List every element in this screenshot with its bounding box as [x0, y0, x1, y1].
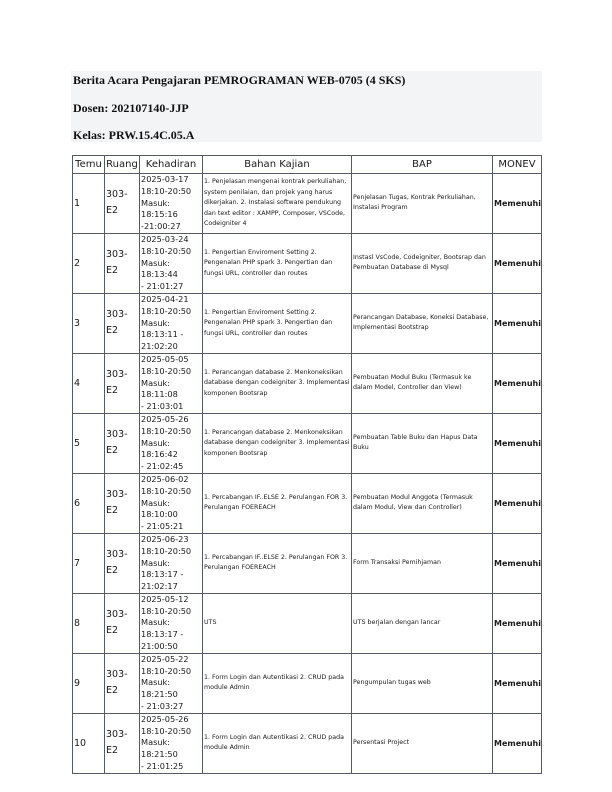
room-cell [105, 593, 140, 653]
attendance-line: 2025-06-23 [141, 533, 189, 544]
study-material: 1. Form Login dan Autentikasi 2. CRUD pada module Admin [203, 653, 352, 713]
column-header-monev: MONEV [493, 156, 542, 174]
attendance-line: 21:00:50 [141, 641, 178, 652]
room-cell [105, 413, 140, 473]
monev-status: Memenuhi [493, 593, 542, 653]
attendance-line: 18:10-20:50 [141, 365, 192, 376]
attendance-line: 2025-05-12 [141, 593, 189, 604]
attendance-line: - 21:02:45 [141, 461, 184, 472]
attendance-line: 21:02:20 [141, 341, 178, 352]
bap-notes: Pembuatan Modul Buku (Termasuk ke dalam Model, Controller dan View) [352, 353, 493, 413]
table-row [73, 413, 542, 473]
bap-notes: Perancangan Database, Koneksi Database, Implementasi Bootstrap [352, 293, 493, 353]
bap-notes: Persentasi Project [352, 713, 493, 773]
room-line: 303- [106, 609, 128, 621]
table-row [73, 533, 542, 593]
attendance-cell [140, 233, 203, 293]
attendance-line: 18:10-20:50 [141, 305, 192, 316]
table-row [73, 653, 542, 713]
lecturer-line: Dosen: 202107140-JJP [73, 101, 189, 115]
room-line: E2 [106, 205, 119, 217]
column-header-ruang: Ruang [105, 156, 140, 174]
attendance-line: 2025-03-17 [141, 174, 189, 184]
column-header-bap: BAP [352, 156, 493, 174]
attendance-line: 18:10-20:50 [141, 185, 192, 196]
table-row [73, 353, 542, 413]
monev-status: Memenuhi [493, 473, 542, 533]
room-line: E2 [106, 325, 119, 337]
attendance-line: 18:10-20:50 [141, 425, 192, 436]
attendance-line: Masuk: 18:21:50 [141, 677, 178, 700]
monev-status: Memenuhi [493, 653, 542, 713]
attendance-line: Masuk: 18:13:44 [141, 257, 178, 280]
attendance-line: 2025-06-02 [141, 473, 189, 484]
attendance-cell [140, 413, 203, 473]
meeting-number: 10 [73, 713, 105, 773]
attendance-line: 18:10-20:50 [141, 605, 192, 616]
attendance-line: Masuk: 18:13:17 - [141, 617, 184, 640]
study-material: 1. Pengertian Enviroment Setting 2. Pengenalan PHP spark 3. Pengertian dan fungsi URL, controller dan routes [203, 293, 352, 353]
attendance-line: 18:10-20:50 [141, 725, 192, 736]
monev-status: Memenuhi [493, 353, 542, 413]
course-title: Berita Acara Pengajaran PEMROGRAMAN WEB-0705 (4 SKS) [73, 73, 406, 87]
attendance-line: 18:10-20:50 [141, 545, 192, 556]
attendance-line: - 21:05:21 [141, 521, 184, 532]
table-row [73, 293, 542, 353]
room-line: E2 [106, 625, 119, 637]
attendance-line: Masuk: 18:21:50 [141, 737, 178, 760]
table-row [73, 473, 542, 533]
room-cell [105, 533, 140, 593]
bap-notes: UTS berjalan dengan lancar [352, 593, 493, 653]
bap-notes: Penjelasan Tugas, Kontrak Perkuliahan, Instalasi Program [352, 174, 493, 234]
column-header-kehadiran: Kehadiran [140, 156, 203, 174]
study-material: 1. Penjelasan mengenai kontrak perkuliahan, system penilaian, dan projek yang harus dikerjakan. 2. Instalasi software pendukung dan text editor : XAMPP, Composer, VSCode, Codeigniter 4 [203, 174, 352, 234]
attendance-line: Masuk: 18:13:11 - [141, 317, 184, 340]
attendance-cell [140, 533, 203, 593]
attendance-line: Masuk: 18:15:16 [141, 197, 178, 220]
room-line: 303- [106, 189, 128, 201]
room-line: E2 [106, 685, 119, 697]
meeting-number: 2 [73, 233, 105, 293]
room-line: 303- [106, 549, 128, 561]
document-header [71, 71, 542, 142]
meeting-number: 9 [73, 653, 105, 713]
meeting-number: 6 [73, 473, 105, 533]
room-line: E2 [106, 265, 119, 277]
attendance-cell [140, 174, 203, 234]
room-cell [105, 174, 140, 234]
column-header-bahan-kajian: Bahan Kajian [203, 156, 352, 174]
room-cell [105, 473, 140, 533]
table-row [73, 713, 542, 773]
study-material: UTS [203, 593, 352, 653]
study-material: 1. Pengertian Enviroment Setting 2. Pengenalan PHP spark 3. Pengertian dan fungsi URL, controller dan routes [203, 233, 352, 293]
attendance-cell [140, 293, 203, 353]
monev-status: Memenuhi [493, 713, 542, 773]
study-material: 1. Perancangan database 2. Menkoneksikan database dengan codeigniter 3. Implementasi komponen Bootsrap [203, 353, 352, 413]
attendance-cell [140, 353, 203, 413]
column-header-temu: Temu [73, 156, 105, 174]
room-line: E2 [106, 445, 119, 457]
attendance-line: - 21:03:27 [141, 701, 184, 712]
attendance-line: Masuk: 18:16:42 [141, 437, 178, 460]
attendance-line: Masuk: 18:10:00 [141, 497, 178, 520]
monev-status: Memenuhi [493, 174, 542, 234]
room-line: 303- [106, 429, 128, 441]
bap-notes: Pembuatan Modul Anggota (Termasuk dalam Modul, View dan Controller) [352, 473, 493, 533]
room-line: 303- [106, 309, 128, 321]
attendance-line: 2025-03-24 [141, 233, 189, 244]
meeting-number: 3 [73, 293, 105, 353]
attendance-cell [140, 713, 203, 773]
attendance-line: 18:10-20:50 [141, 665, 192, 676]
study-material: 1. Percabangan IF..ELSE 2. Perulangan FOR 3. Perulangan FOEREACH [203, 473, 352, 533]
table-row [73, 233, 542, 293]
attendance-line: 21:02:17 [141, 581, 178, 592]
attendance-line: Masuk: 18:11:08 [141, 377, 178, 400]
meeting-number: 1 [73, 174, 105, 234]
attendance-line: 2025-04-21 [141, 293, 189, 304]
room-cell [105, 353, 140, 413]
attendance-line: 18:10-20:50 [141, 485, 192, 496]
monev-status: Memenuhi [493, 413, 542, 473]
room-line: 303- [106, 369, 128, 381]
room-line: E2 [106, 565, 119, 577]
monev-status: Memenuhi [493, 233, 542, 293]
attendance-line: - 21:01:27 [141, 281, 184, 292]
meeting-number: 8 [73, 593, 105, 653]
monev-status: Memenuhi [493, 533, 542, 593]
table-row [73, 593, 542, 653]
room-line: E2 [106, 745, 119, 757]
room-line: E2 [106, 505, 119, 517]
attendance-line: 18:10-20:50 [141, 245, 192, 256]
study-material: 1. Percabangan IF..ELSE 2. Perulangan FOR 3. Perulangan FOEREACH [203, 533, 352, 593]
teaching-record-table [72, 155, 542, 774]
bap-notes: Pembuatan Table Buku dan Hapus Data Buku [352, 413, 493, 473]
attendance-cell [140, 593, 203, 653]
study-material: 1. Perancangan database 2. Menkoneksikan database dengan codeigniter 3. Implementasi komponen Bootsrap [203, 413, 352, 473]
room-cell [105, 713, 140, 773]
meeting-number: 5 [73, 413, 105, 473]
room-line: 303- [106, 729, 128, 741]
room-cell [105, 233, 140, 293]
meeting-number: 4 [73, 353, 105, 413]
attendance-cell [140, 653, 203, 713]
class-line: Kelas: PRW.15.4C.05.A [73, 128, 195, 142]
monev-status: Memenuhi [493, 293, 542, 353]
table-header-row [73, 156, 542, 174]
bap-notes: Form Transaksi Pemihjaman [352, 533, 493, 593]
attendance-line: -21:00:27 [141, 221, 181, 232]
attendance-line: Masuk: 18:13:17 - [141, 557, 184, 580]
bap-notes: Pengumpulan tugas web [352, 653, 493, 713]
attendance-line: 2025-05-05 [141, 353, 189, 364]
study-material: 1. Form Login dan Autentikasi 2. CRUD pada module Admin [203, 713, 352, 773]
room-cell [105, 293, 140, 353]
attendance-line: 2025-05-22 [141, 653, 189, 664]
bap-notes: Instasl VsCode, Codeigniter, Bootsrap dan Pembuatan Database di Mysql [352, 233, 493, 293]
room-line: 303- [106, 249, 128, 261]
attendance-line: - 21:01:25 [141, 761, 184, 772]
room-cell [105, 653, 140, 713]
room-line: 303- [106, 489, 128, 501]
attendance-cell [140, 473, 203, 533]
attendance-line: 2025-05-26 [141, 413, 189, 424]
attendance-line: 2025-05-26 [141, 713, 189, 724]
room-line: 303- [106, 669, 128, 681]
meeting-number: 7 [73, 533, 105, 593]
room-line: E2 [106, 385, 119, 397]
attendance-line: - 21:03:01 [141, 401, 184, 412]
table-row [73, 174, 542, 234]
